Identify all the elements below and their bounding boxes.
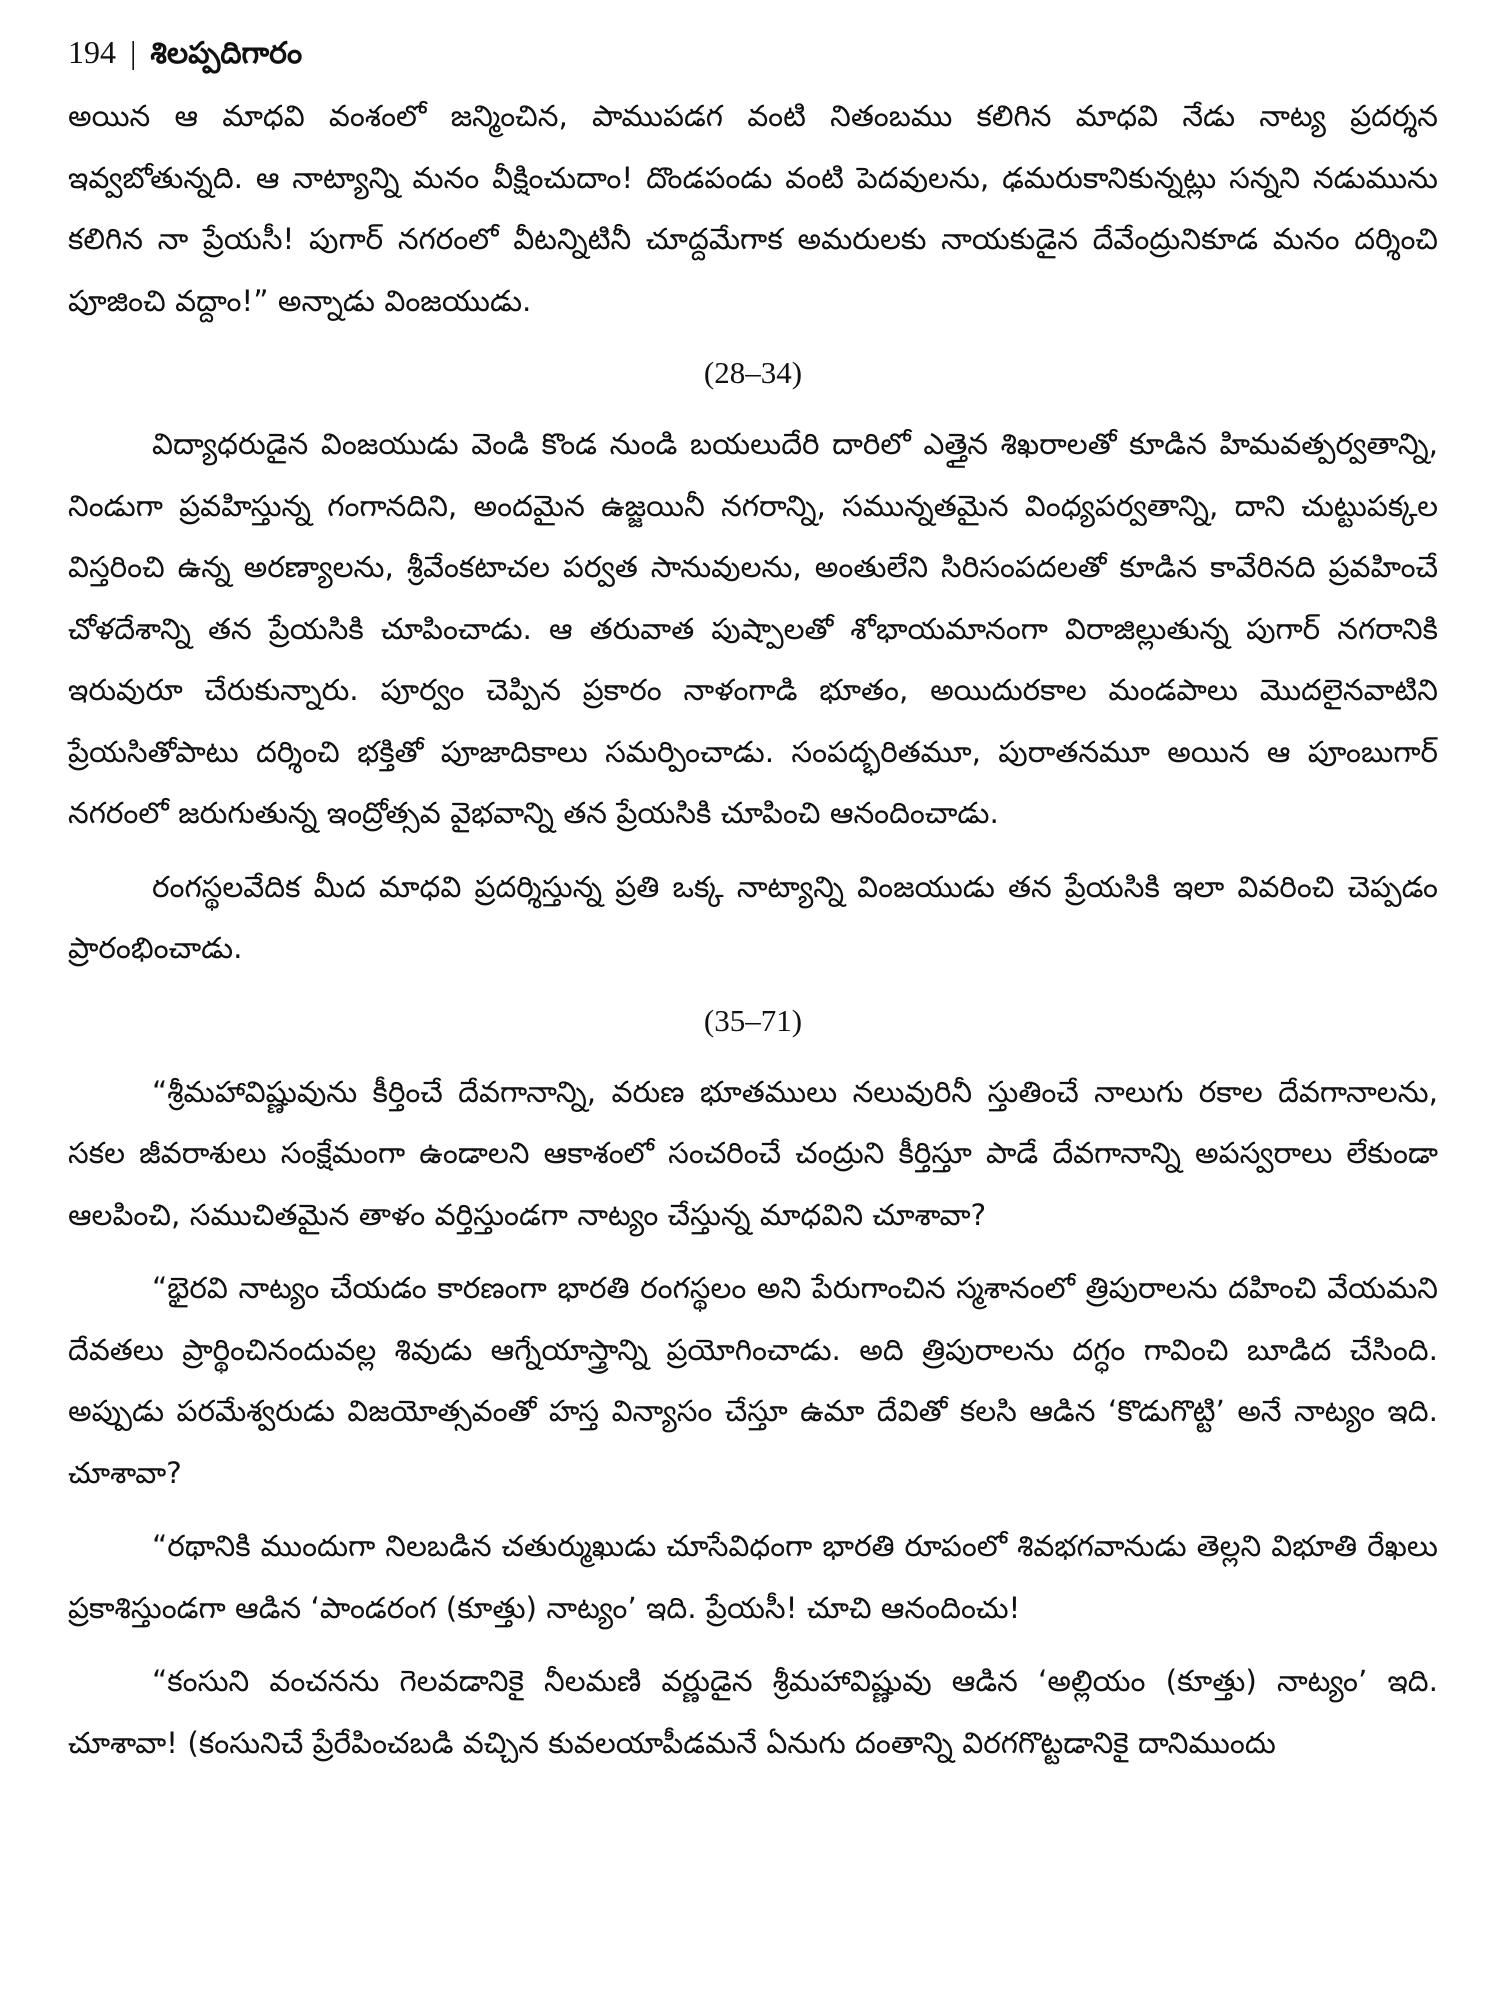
paragraph: రంగస్థలవేదిక మీద మాధవి ప్రదర్శిస్తున్న ప్రతి ఒక్క నాట్యాన్ని వింజయుడు తన ప్రేయసికి ఇలా వివరించి చెప్పడం ప్రారంభించాడు. xyxy=(68,869,1438,965)
paragraph: “శ్రీమహావిష్ణువును కీర్తించే దేవగానాన్ని, వరుణ భూతములు నలువురినీ స్తుతించే నాలుగు రకాల దేవగానాలను, సకల జీవరాశులు సంక్షేమంగా ఉండాలని ఆకాశంలో సంచరించే చంద్రుని కీర్తిస్తూ పాడే దేవగానాన్ని అపస్వరాలు లేకుండా ఆలపించి, సముచితమైన తాళం వర్తిస్తుండగా నాట్యం చేస్తున్న మాధవిని చూశావా? xyxy=(68,1074,1438,1232)
book-title: శిలప్పదిగారం xyxy=(150,36,303,71)
verse-range: (35–71) xyxy=(703,1002,803,1038)
paragraph: విద్యాధరుడైన వింజయుడు వెండి కొండ నుండి బయలుదేరి దారిలో ఎత్తైన శిఖరాలతో కూడిన హిమవత్పర్వతాన్ని, నిండుగా ప్రవహిస్తున్న గంగానదిని, అందమైన ఉజ్జయినీ నగరాన్ని, సమున్నతమైన వింధ్యపర్వతాన్ని, దాని చుట్టుపక్కల విస్తరించి ఉన్న అరణ్యాలను, శ్రీవేంకటాచల పర్వత సానువులను, అంతులేని సిరిసంపదలతో కూడిన కావేరినది ప్రవహించే చోళదేశాన్ని తన ప్రేయసికి చూపించాడు. ఆ తరువాత పుష్పాలతో శోభాయమానంగా విరాజిల్లుతున్న పుగార్ నగరానికి ఇరువురూ చేరుకున్నారు. పూర్వం చెప్పిన ప్రకారం నాళంగాడి భూతం, అయిదురకాల మండపాలు మొదలైనవాటిని ప్రేయసితోపాటు దర్శించి భక్తితో పూజాదికాలు సమర్పించాడు. సంపద్భరితమూ, పురాతనమూ అయిన ఆ పూంబుగార్ నగరంలో జరుగుతున్న ఇంద్రోత్సవ వైభవాన్ని తన ప్రేయసికి చూపించి ఆనందించాడు. xyxy=(68,427,1438,830)
paragraph: అయిన ఆ మాధవి వంశంలో జన్మించిన, పాముపడగ వంటి నితంబము కలిగిన మాధవి నేడు నాట్య ప్రదర్శన ఇవ్వబోతున్నది. ఆ నాట్యాన్ని మనం వీక్షించుదాం! దొండపండు వంటి పెదవులను, ఢమరుకానికున్నట్లు సన్నని నడుమును కలిగిన నా ప్రేయసీ! పుగార్ నగరంలో వీటన్నిటినీ చూద్దమేగాక అమరులకు నాయకుడైన దేవేంద్రునికూడ మనం దర్శించి పూజించి వద్దాం!” అన్నాడు వింజయుడు. xyxy=(68,99,1438,318)
verse-range: (28–34) xyxy=(703,355,803,390)
paragraph: “భైరవి నాట్యం చేయడం కారణంగా భారతి రంగస్థలం అని పేరుగాంచిన స్మశానంలో త్రిపురాలను దహించి వేయమని దేవతలు ప్రార్థించినందువల్ల శివుడు ఆగ్నేయాస్త్రాన్ని ప్రయోగించాడు. అది త్రిపురాలను దగ్ధం గావించి బూడిద చేసింది. అప్పుడు పరమేశ్వరుడు విజయోత్సవంతో హస్త విన్యాసం చేస్తూ ఉమా దేవితో కలసి ఆడిన ‘కొడుగొట్టి’ అనే నాట్యం ఇది. చూశావా? xyxy=(68,1271,1438,1490)
paragraph: “రథానికి ముందుగా నిలబడిన చతుర్ముఖుడు చూసేవిధంగా భారతి రూపంలో శివభగవానుడు తెల్లని విభూతి రేఖలు ప్రకాశిస్తుండగా ఆడిన ‘పాండరంగ (కూత్తు) నాట్యం’ ఇది. ప్రేయసీ! చూచి ఆనందించు! xyxy=(68,1529,1438,1625)
book-page xyxy=(68,34,1438,1774)
page-number: 194 xyxy=(68,34,116,70)
page-header xyxy=(68,34,1438,82)
paragraph: “కంసుని వంచనను గెలవడానికై నీలమణి వర్ణుడైన శ్రీమహావిష్ణువు ఆడిన ‘అల్లియం (కూత్తు) నాట్యం’ ఇది. చూశావా! (కంసునిచే ప్రేరేపించబడి వచ్చిన కువలయాపీడమనే ఏనుగు దంతాన్ని విరగగొట్టడానికై దానిముందు xyxy=(68,1664,1438,1760)
header-separator: | xyxy=(130,34,137,70)
